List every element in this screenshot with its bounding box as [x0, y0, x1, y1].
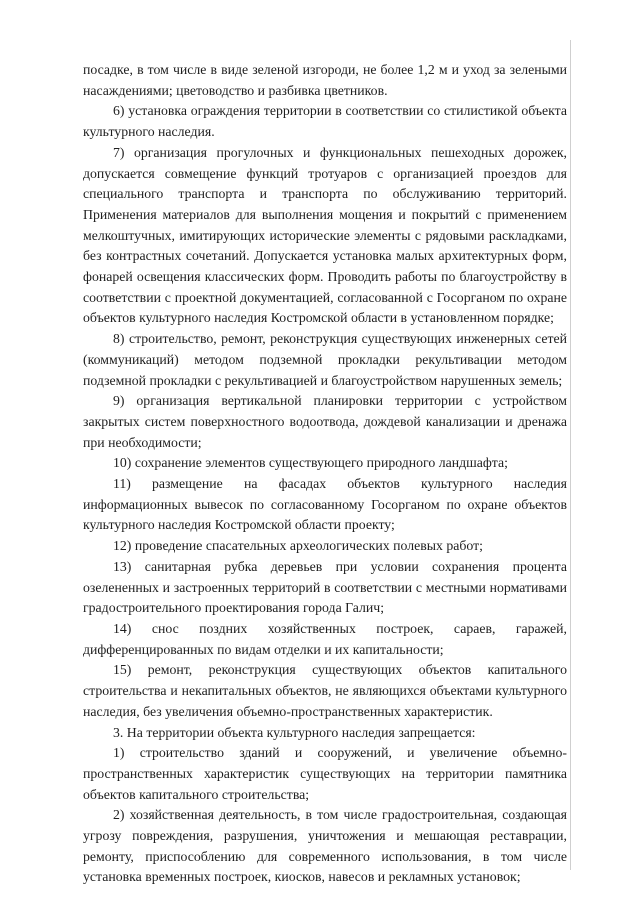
prohibited-item-1: 1) строительство зданий и сооружений, и увеличение объемно-пространственных характеристик существующих на территории памятника объектов капитального строительства; [83, 745, 567, 802]
paragraph-item-14: 14) снос поздних хозяйственных построек, сараев, гаражей, дифференцированных по видам отделки и их капитальности; [83, 620, 567, 657]
section-3-heading: 3. На территории объекта культурного наследия запрещается: [113, 724, 476, 740]
document-page [83, 60, 567, 888]
scan-edge-line [570, 40, 571, 870]
paragraph-item-15: 15) ремонт, реконструкция существующих объектов капитального строительства и некапитальных объектов, не являющихся объектами культурного наследия, без увеличения объемно-пространственных характеристик. [83, 662, 567, 719]
paragraph-item-12: 12) проведение спасательных археологических полевых работ; [113, 538, 483, 554]
paragraph-item-7: 7) организация прогулочных и функциональных пешеходных дорожек, допускается совмещение функций тротуаров с организацией проездов для специального транспорта и транспорта по обслуживанию территорий. Применения материалов для выполнения мощения и покрытий с применением мелкоштучных, имитирующих исторические элементы с рядовыми раскладками, без контрастных сочетаний. Допускается установка малых архитектурных форм, фонарей освещения классических форм. Проводить работы по благоустройству в соответствии с проектной документацией, согласованной с Госорганом по охране объектов культурного наследия Костромской области в установленном порядке; [83, 144, 567, 326]
paragraph-item-13: 13) санитарная рубка деревьев при условии сохранения процента озелененных и застроенных территорий в соответствии с местными нормативами градостроительного проектирования города Галич; [83, 558, 567, 616]
paragraph-item-6: 6) установка ограждения территории в соответствии со стилистикой объекта культурного наследия. [83, 103, 567, 140]
paragraph-item-10: 10) сохранение элементов существующего природного ландшафта; [113, 455, 508, 471]
prohibited-item-2: 2) хозяйственная деятельность, в том числе градостроительная, создающая угрозу повреждения, разрушения, уничтожения и мешающая реставрации, ремонту, приспособлению для современного использования, в том числе установка временных построек, киосков, навесов и рекламных установок; [83, 807, 567, 885]
paragraph-item-8: 8) строительство, ремонт, реконструкция существующих инженерных сетей (коммуникаций) методом подземной прокладки рекультивации методом подземной прокладки с рекультивацией и благоустройством нарушенных земель; [83, 331, 567, 388]
paragraph-continuation: посадке, в том числе в виде зеленой изгороди, не более 1,2 м и уход за зелеными насаждениями; цветоводство и разбивка цветников. [83, 62, 567, 98]
paragraph-item-11: 11) размещение на фасадах объектов культурного наследия информационных вывесок по согласованному Госорганом по охране объектов культурного наследия Костромской области проекту; [83, 476, 567, 533]
paragraph-item-9: 9) организация вертикальной планировки территории с устройством закрытых систем поверхностного водоотвода, дождевой канализации и дренажа при необходимости; [83, 393, 567, 450]
